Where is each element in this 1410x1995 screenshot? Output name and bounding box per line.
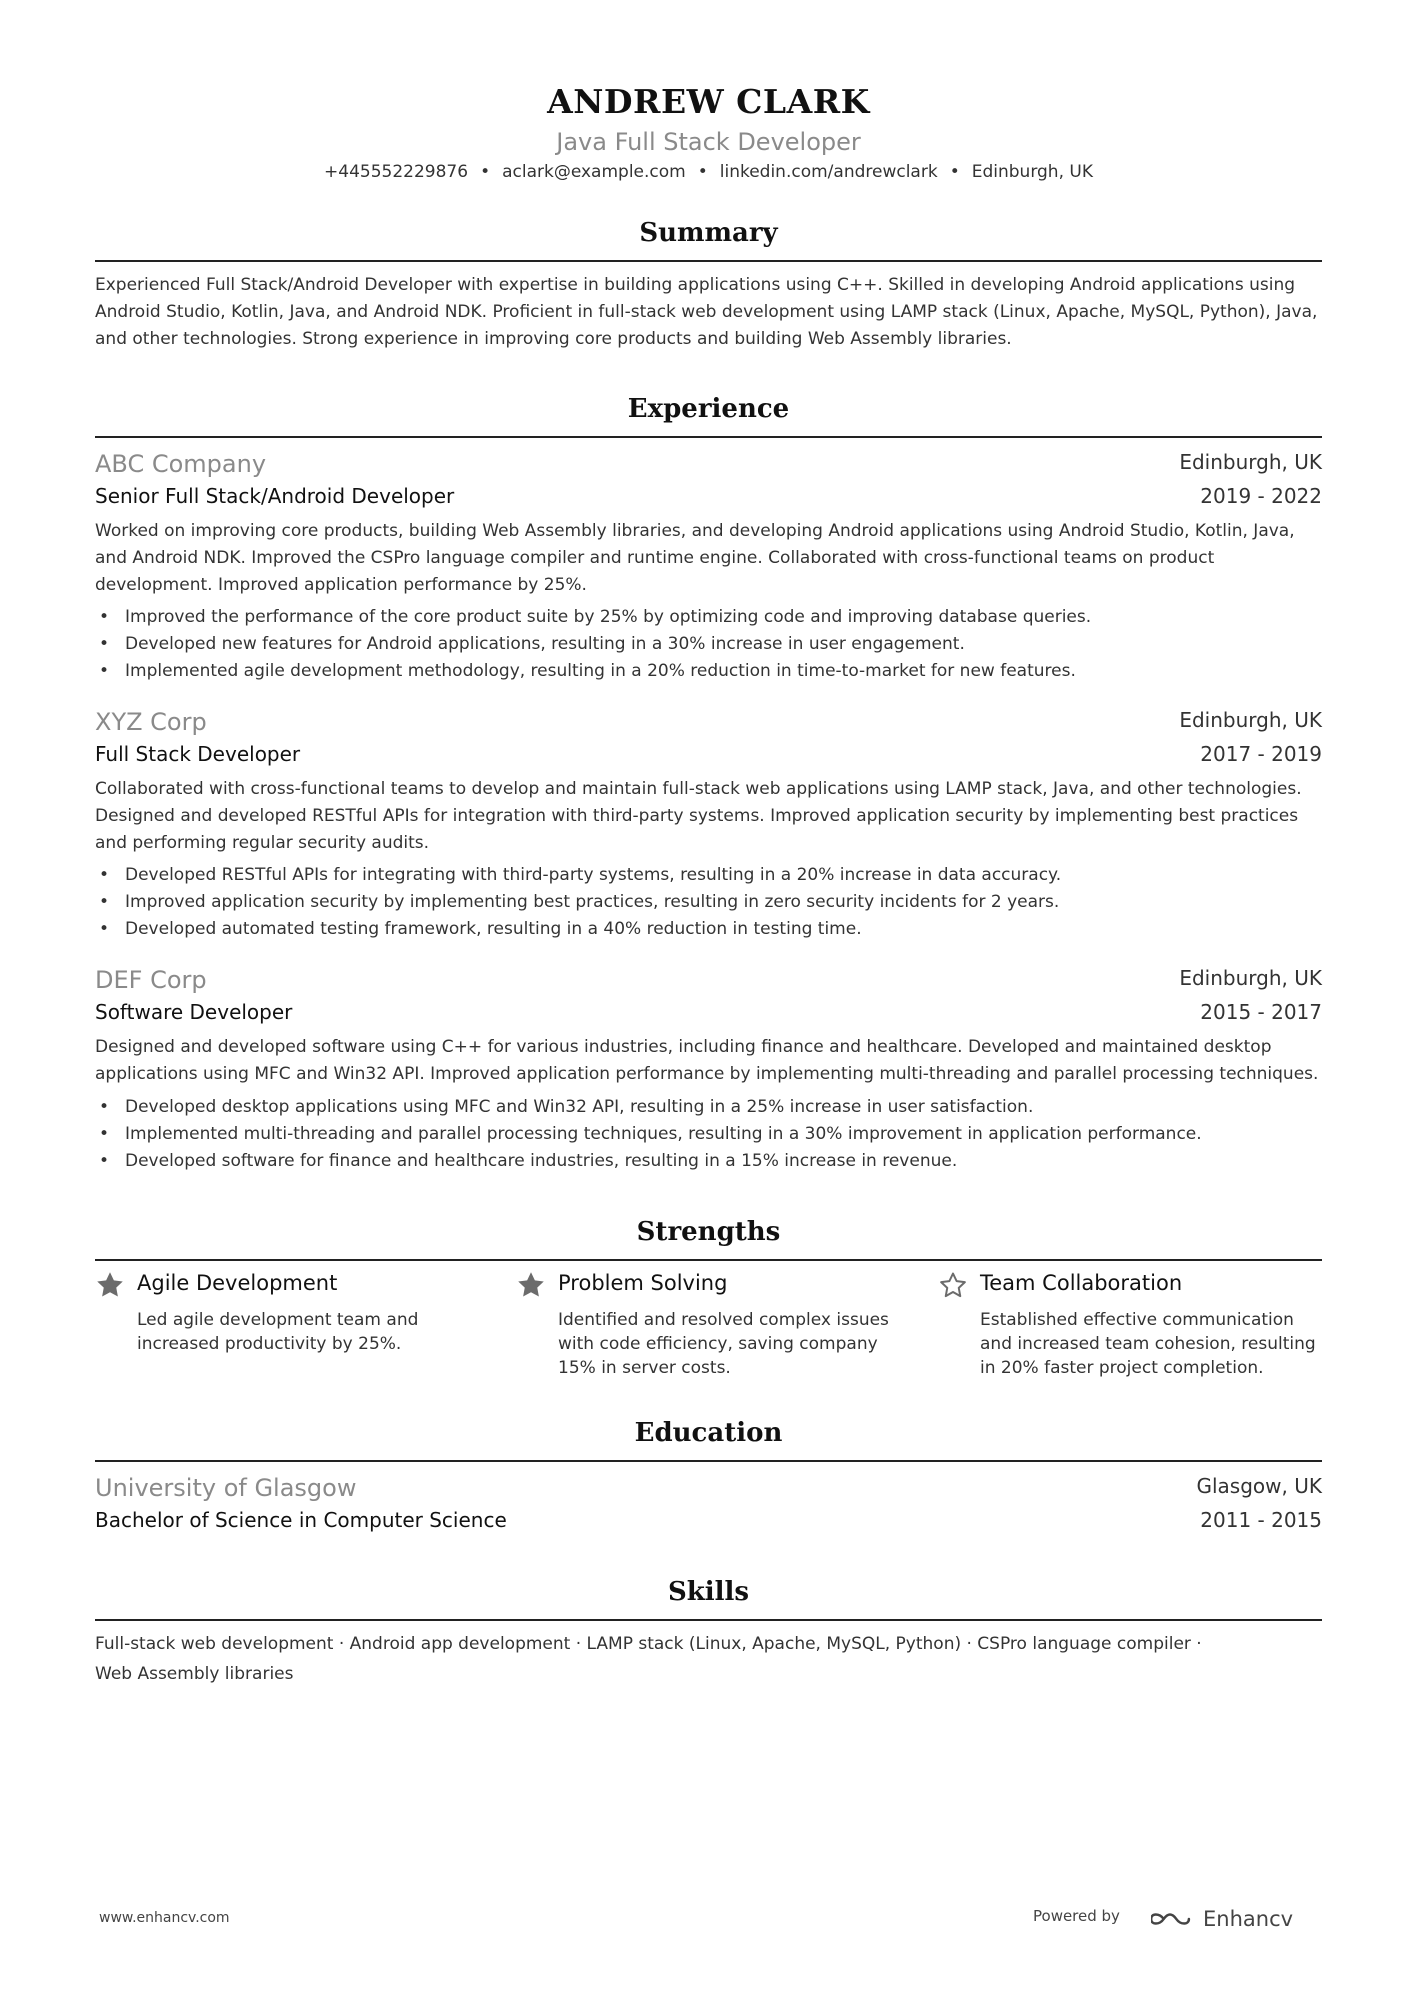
job-company: ABC Company — [95, 450, 267, 478]
achievement-item: • Improved application security by implementing best practices, resulting in zero security incidents for 2 years. — [95, 889, 1322, 916]
education-dates: 2011 - 2015 — [1200, 1508, 1322, 1532]
job-dates: 2017 - 2019 — [1200, 742, 1322, 766]
strengths-heading: Strengths — [636, 1217, 781, 1247]
skills-heading: Skills — [667, 1577, 750, 1607]
star-outline-icon — [938, 1270, 968, 1300]
job-location: Edinburgh, UK — [1179, 450, 1322, 474]
strength-description: Identified and resolved complex issues with code efficiency, saving company 15% in server costs. — [558, 1310, 889, 1378]
job-dates: 2019 - 2022 — [1200, 484, 1322, 508]
location: Edinburgh, UK — [971, 162, 1093, 182]
job-description: Collaborated with cross-functional teams to develop and maintain full-stack web applications using LAMP stack, Java, and other technologies. Designed and developed RESTful APIs for integration with third-party systems. Improved application security by implementing best practices and performing regular security audits. — [95, 779, 1302, 853]
summary-text: Experienced Full Stack/Android Developer with expertise in building applications using C++. Skilled in developing Android applications using Android Studio, Kotlin, Java, and Android NDK. Proficient in full-stack web development using LAMP stack (Linux, Apache, MySQL, Python), Java, and other technologies. Strong experience in improving core products and building Web Assembly libraries. — [95, 275, 1318, 349]
school-name: University of Glasgow — [95, 1474, 357, 1502]
linkedin-link[interactable]: linkedin.com/andrewclark — [719, 162, 938, 182]
education-divider — [95, 1460, 1322, 1462]
experience-divider — [95, 436, 1322, 438]
summary-heading: Summary — [639, 218, 778, 248]
email[interactable]: aclark@example.com — [502, 162, 686, 182]
job-dates: 2015 - 2017 — [1200, 1000, 1322, 1024]
job-role: Senior Full Stack/Android Developer — [95, 484, 455, 508]
skills-line-2: Web Assembly libraries — [95, 1664, 294, 1684]
achievement-item: • Improved the performance of the core product suite by 25% by optimizing code and improving database queries. — [95, 604, 1322, 631]
skills-divider — [95, 1619, 1322, 1621]
degree: Bachelor of Science in Computer Science — [95, 1508, 507, 1532]
achievement-item: • Developed software for finance and healthcare industries, resulting in a 15% increase in revenue. — [95, 1148, 1322, 1175]
job-description: Designed and developed software using C++ for various industries, including finance and healthcare. Developed and maintained desktop applications using MFC and Win32 API. Improved application performance by implementing multi-threading and parallel processing techniques. — [95, 1037, 1319, 1084]
job-achievements — [95, 1094, 1322, 1175]
job-company: XYZ Corp — [95, 708, 207, 736]
achievement-item: • Implemented agile development methodology, resulting in a 20% reduction in time-to-market for new features. — [95, 658, 1322, 685]
strength-description: Led agile development team and increased productivity by 25%. — [137, 1310, 419, 1354]
skills-line-1: Full-stack web development · Android app development · LAMP stack (Linux, Apache, MySQL, Python) · CSPro language compiler · — [95, 1634, 1202, 1654]
achievement-item: • Developed new features for Android applications, resulting in a 30% increase in user engagement. — [95, 631, 1322, 658]
job-achievements — [95, 862, 1322, 943]
job-role: Full Stack Developer — [95, 742, 301, 766]
achievement-item: • Developed desktop applications using MFC and Win32 API, resulting in a 25% increase in user satisfaction. — [95, 1094, 1322, 1121]
job-company: DEF Corp — [95, 966, 207, 994]
strength-title: Team Collaboration — [980, 1271, 1183, 1295]
star-filled-icon — [516, 1270, 546, 1300]
star-filled-icon — [95, 1270, 125, 1300]
strength-title: Problem Solving — [558, 1271, 728, 1295]
brand-name: Enhancv — [1203, 1907, 1294, 1931]
summary-divider — [95, 260, 1322, 262]
job-description: Worked on improving core products, building Web Assembly libraries, and developing Android applications using Android Studio, Kotlin, Java, and Android NDK. Improved the CSPro language compiler and runtime engine. Collaborated with cross-functional teams on product development. Improved application performance by 25%. — [95, 521, 1295, 595]
education-heading: Education — [634, 1418, 783, 1448]
school-location: Glasgow, UK — [1196, 1474, 1322, 1498]
powered-by-label: Powered by — [1033, 1907, 1120, 1925]
contact-line: +445552229876 • aclark@example.com • linkedin.com/andrewclark • Edinburgh, UK — [324, 162, 1093, 182]
strengths-divider — [95, 1259, 1322, 1261]
phone[interactable]: +445552229876 — [324, 162, 469, 182]
footer-website-link[interactable]: www.enhancv.com — [99, 1910, 230, 1926]
candidate-name: ANDREW CLARK — [547, 82, 870, 121]
job-achievements — [95, 604, 1322, 685]
job-location: Edinburgh, UK — [1179, 708, 1322, 732]
achievement-item: • Developed RESTful APIs for integrating with third-party systems, resulting in a 20% increase in data accuracy. — [95, 862, 1322, 889]
job-role: Software Developer — [95, 1000, 293, 1024]
strength-description: Established effective communication and increased team cohesion, resulting in 20% faster project completion. — [980, 1310, 1316, 1378]
achievement-item: • Developed automated testing framework, resulting in a 40% reduction in testing time. — [95, 916, 1322, 943]
enhancv-logo[interactable] — [1151, 1903, 1341, 1935]
job-location: Edinburgh, UK — [1179, 966, 1322, 990]
strength-title: Agile Development — [137, 1271, 338, 1295]
experience-heading: Experience — [627, 394, 790, 424]
candidate-title: Java Full Stack Developer — [556, 128, 861, 156]
achievement-item: • Implemented multi-threading and parallel processing techniques, resulting in a 30% improvement in application performance. — [95, 1121, 1322, 1148]
